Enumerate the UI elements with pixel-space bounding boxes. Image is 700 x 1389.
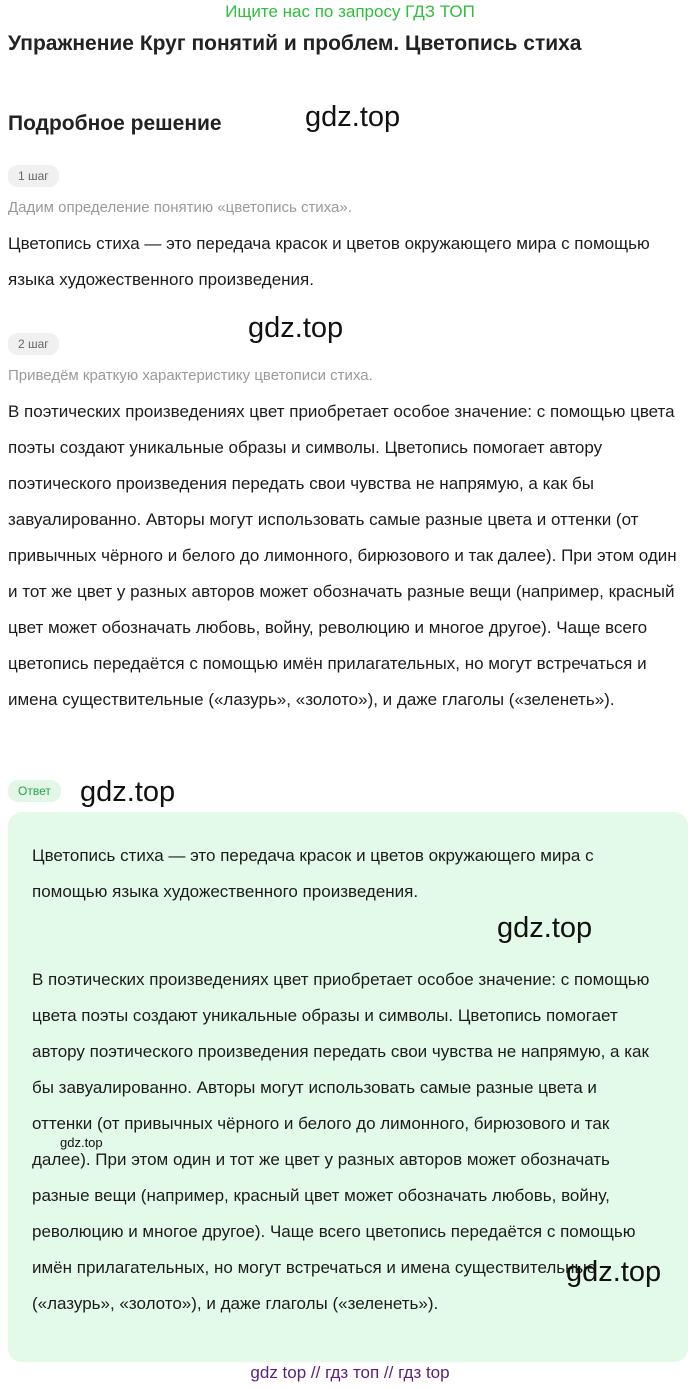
answer-badge: Ответ [8, 780, 61, 802]
answer-paragraph-1: Цветопись стиха — это передача красок и цветов окружающего мира с помощью языка художественного произведения. [32, 846, 594, 901]
watermark: gdz.top [305, 101, 401, 133]
watermark-small: gdz.top [60, 1135, 103, 1150]
footer-watermark: gdz top // гдз топ // гдз top [250, 1363, 450, 1382]
step-1-badge: 1 шаг [8, 165, 59, 187]
step-1-hint: Дадим определение понятию «цветопись стиха». [8, 199, 352, 216]
watermark: gdz.top [497, 912, 593, 944]
step-2-badge: 2 шаг [8, 333, 59, 355]
answer-paragraph-2: В поэтических произведениях цвет приобретает особое значение: с помощью цвета поэты создают уникальные образы и символы. Цветопись помогает автору поэтического произведения передать свои чувства не напрямую, а как бы завуалированно. Авторы могут использовать самые разные цвета и оттенки (от привычных чёрного и белого до лимонного, бирюзового и так далее). При этом один и тот же цвет у разных авторов может обозначать разные вещи (например, красный цвет может обозначать любовь, войну, революцию и многое другое). Чаще всего цветопись передаётся с помощью имён прилагательных, но могут встречаться и имена существительные («лазурь», «золото»), и даже глаголы («зеленеть»). [32, 970, 650, 1313]
page-title: Упражнение Круг понятий и проблем. Цветопись стиха [8, 32, 582, 55]
watermark: gdz.top [248, 312, 344, 344]
step-2-hint: Приведём краткую характеристику цветописи стиха. [8, 367, 373, 384]
watermark: gdz.top [566, 1256, 662, 1288]
solution-heading: Подробное решение [8, 112, 222, 135]
search-banner: Ищите нас по запросу ГДЗ ТОП [225, 2, 475, 21]
watermark: gdz.top [80, 776, 176, 808]
step-1-text: Цветопись стиха — это передача красок и цветов окружающего мира с помощью языка художественного произведения. [8, 234, 650, 289]
step-2-text: В поэтических произведениях цвет приобретает особое значение: с помощью цвета поэты создают уникальные образы и символы. Цветопись помогает автору поэтического произведения передать свои чувства не напрямую, а как бы завуалированно. Авторы могут использовать самые разные цвета и оттенки (от привычных чёрного и белого до лимонного, бирюзового и так далее). При этом один и тот же цвет у разных авторов может обозначать разные вещи (например, красный цвет может обозначать любовь, войну, революцию и многое другое). Чаще всего цветопись передаётся с помощью имён прилагательных, но могут встречаться и имена существительные («лазурь», «золото»), и даже глаголы («зеленеть»). [8, 402, 677, 709]
